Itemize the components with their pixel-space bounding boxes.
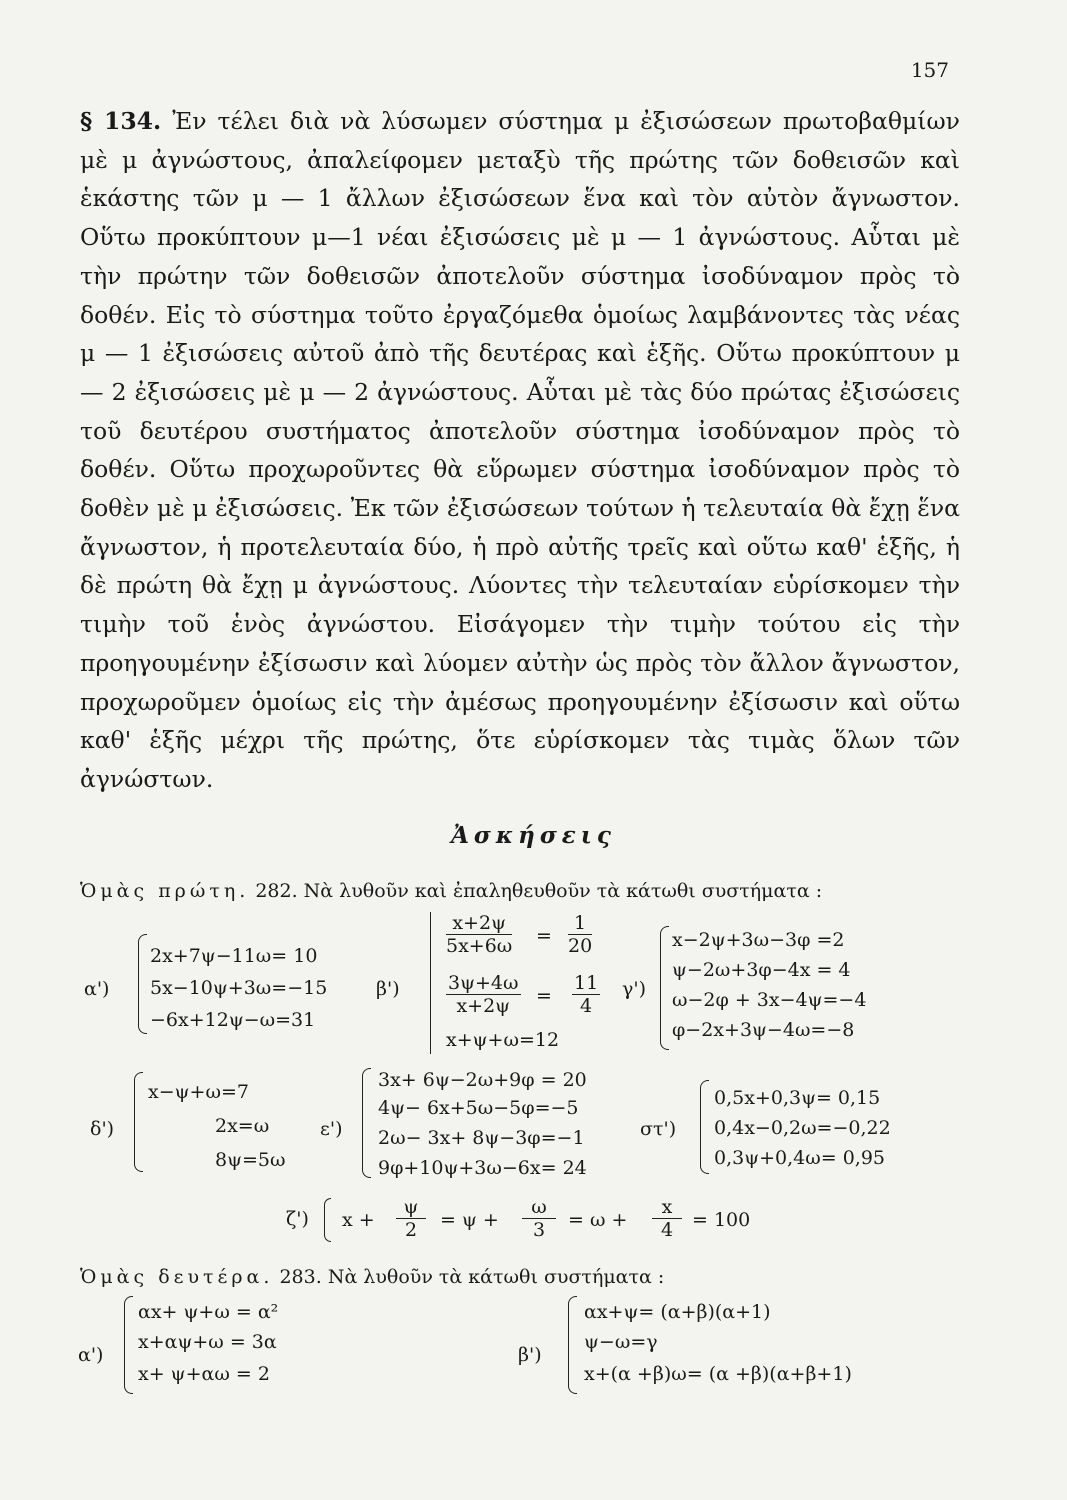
system-a-eq-3: −6x+12ψ−ω=31 (150, 1009, 316, 1031)
system-e-eq-3: 2ω− 3x+ 8ψ−3φ=−1 (378, 1127, 585, 1149)
system-f-eq-2: 0,4x−0,2ω=−0,22 (714, 1117, 891, 1139)
group1-line (80, 880, 822, 902)
system-b-bar (430, 912, 431, 1054)
g2-system-b-label: β') (518, 1344, 542, 1366)
system-a-eq-2: 5x−10ψ+3ω=−15 (150, 977, 328, 999)
system-d-eq-3: 8ψ=5ω (215, 1149, 286, 1171)
system-e-eq-2: 4ψ− 6x+5ω−5φ=−5 (378, 1097, 579, 1119)
system-d-brace (134, 1072, 143, 1172)
system-b-frac-1: $\frac{x+2\psi}{5x+6\omega}$ (446, 912, 513, 957)
g2-system-b-eq-1: αx+ψ= (α+β)(α+1) (584, 1301, 771, 1323)
system-z-frac-psi: $\frac{\psi}{2}$ (396, 1196, 426, 1241)
system-c-eq-1: x−2ψ+3ω−3φ =2 (672, 929, 845, 951)
system-b-rfrac-2: $\frac{11}{4}$ (574, 972, 599, 1017)
paragraph-text: Ἐν τέλει διὰ νὰ λύσωμεν σύστημα μ ἐξισώσεων πρωτοβαθμίων μὲ μ ἀγνώστους, ἀπαλείφομεν μεταξὺ τῆς πρώτης τῶν δοθεισῶν καὶ ἑκάστης τῶν μ — 1 ἄλλων ἐξισώσεων ἕνα καὶ τὸν αὐτὸν ἄγνωστον. Οὕτω προκύπτουν μ—1 νέαι ἐξισώσεις μὲ μ — 1 ἀγνώστους. Αὗται μὲ τὴν πρώτην τῶν δοθεισῶν ἀποτελοῦν σύστημα ἰσοδύναμον πρὸς τὸ δοθέν. Εἰς τὸ σύστημα τοῦτο ἐργαζόμεθα ὁμοίως λαμβάνοντες τὰς νέας μ — 1 ἐξισώσεις αὐτοῦ ἀπὸ τῆς δευτέρας καὶ ἑξῆς. Οὕτω προκύπτουν μ — 2 ἐξισώσεις μὲ μ — 2 ἀγνώστους. Αὗται μὲ τὰς δύο πρώτας ἐξισώσεις τοῦ δευτέρου συστήματος ἀποτελοῦν σύστημα ἰσοδύναμον πρὸς τὸ δοθέν. Οὕτω προχωροῦντες θὰ εὕρωμεν σύστημα ἰσοδύναμον πρὸς τὸ δοθὲν μὲ μ ἐξισώσεις. Ἐκ τῶν ἐξισώσεων τούτων ἡ τελευταία θὰ ἔχῃ ἕνα ἄγνωστον, ἡ προτελευταία δύο, ἡ πρὸ αὐτῆς τρεῖς καὶ οὕτω καθ' ἑξῆς, ἡ δὲ πρώτη θὰ ἔχῃ μ ἀγνώστους. Λύοντες τὴν τελευταίαν εὑρίσκομεν τὴν τιμὴν τοῦ ἑνὸς ἀγνώστου. Εἰσάγομεν τὴν τιμὴν τούτου εἰς τὴν προηγουμένην ἐξίσωσιν καὶ λύομεν αὐτὴν ὡς πρὸς τὸν ἄλλον ἄγνωστον, προχωροῦμεν ὁμοίως εἰς τὴν ἀμέσως προηγουμένην ἐξίσωσιν καὶ οὕτω καθ' ἑξῆς μέχρι τῆς πρώτης, ὅτε εὑρίσκομεν τὰς τιμὰς ὅλων τῶν ἀγνώστων. (80, 107, 960, 793)
system-c-eq-4: φ−2x+3ψ−4ω=−8 (672, 1019, 855, 1041)
group1-instruction: 282. Νὰ λυθοῦν καὶ ἐπαληθευθοῦν τὰ κάτωθι συστήματα : (255, 880, 823, 902)
system-z-x: x + (342, 1209, 375, 1231)
system-e-eq-4: 9φ+10ψ+3ω−6x= 24 (378, 1157, 587, 1179)
page-number: 157 (910, 58, 949, 82)
system-f-eq-1: 0,5x+0,3ψ= 0,15 (714, 1087, 881, 1109)
system-c-brace (660, 926, 669, 1050)
system-e-brace (362, 1068, 371, 1178)
system-c-eq-2: ψ−2ω+3φ−4x = 4 (672, 959, 851, 981)
system-z-frac-x: $\frac{x}{4}$ (652, 1196, 682, 1241)
g2-system-b-eq-2: ψ−ω=γ (584, 1331, 658, 1353)
system-z-brace (324, 1198, 331, 1242)
g2-system-a-eq-1: αx+ ψ+ω = α² (138, 1301, 279, 1323)
section-number: § 134. (80, 107, 162, 135)
system-b-frac-2: $\frac{3\psi+4\omega}{x+2\psi}$ (448, 972, 519, 1017)
paragraph-134 (80, 102, 960, 799)
system-z-mid-1: = ψ + (440, 1209, 499, 1231)
system-a-label: α') (84, 978, 110, 1000)
system-e-label: ε') (320, 1118, 343, 1140)
system-a-eq-1: 2x+7ψ−11ω= 10 (150, 945, 318, 967)
system-z-frac-omega: $\frac{\omega}{3}$ (522, 1196, 556, 1241)
system-f-label: στ') (640, 1118, 677, 1140)
system-b-eq-sign-1: = (536, 925, 552, 947)
system-z-mid-2: = ω + (568, 1209, 628, 1231)
system-b-rfrac-1: $\frac{1}{20}$ (568, 912, 593, 957)
system-z-label: ζ') (286, 1208, 309, 1230)
exercises-heading: Ἀσκήσεις (451, 822, 616, 849)
g2-system-a-label: α') (78, 1344, 104, 1366)
g2-system-b-brace (568, 1296, 577, 1394)
g2-system-a-eq-2: x+αψ+ω = 3α (138, 1331, 277, 1353)
g2-system-b-eq-3: x+(α +β)ω= (α +β)(α+β+1) (584, 1363, 852, 1385)
system-c-label: γ') (622, 978, 646, 1000)
system-d-eq-2: 2x=ω (215, 1115, 270, 1137)
system-d-eq-1: x−ψ+ω=7 (148, 1081, 249, 1103)
g2-system-a-brace (124, 1296, 133, 1394)
system-e-eq-1: 3x+ 6ψ−2ω+9φ = 20 (378, 1069, 587, 1091)
system-b-label: β') (376, 978, 400, 1000)
system-b-eq-sign-2: = (536, 985, 552, 1007)
group1-label: Ὁμὰς πρώτη. (80, 880, 250, 902)
group2-label: Ὁμὰς δευτέρα. (80, 1266, 274, 1288)
group2-line (80, 1266, 664, 1288)
system-c-eq-3: ω−2φ + 3x−4ψ=−4 (672, 989, 867, 1011)
g2-system-a-eq-3: x+ ψ+αω = 2 (138, 1363, 270, 1385)
system-b-last: x+ψ+ω=12 (446, 1029, 560, 1051)
system-z-end: = 100 (692, 1209, 751, 1231)
group2-instruction: 283. Νὰ λυθοῦν τὰ κάτωθι συστήματα : (279, 1266, 665, 1288)
system-d-label: δ') (90, 1118, 115, 1140)
system-f-brace (700, 1080, 709, 1174)
system-a-brace (138, 934, 147, 1034)
system-f-eq-3: 0,3ψ+0,4ω= 0,95 (714, 1147, 886, 1169)
